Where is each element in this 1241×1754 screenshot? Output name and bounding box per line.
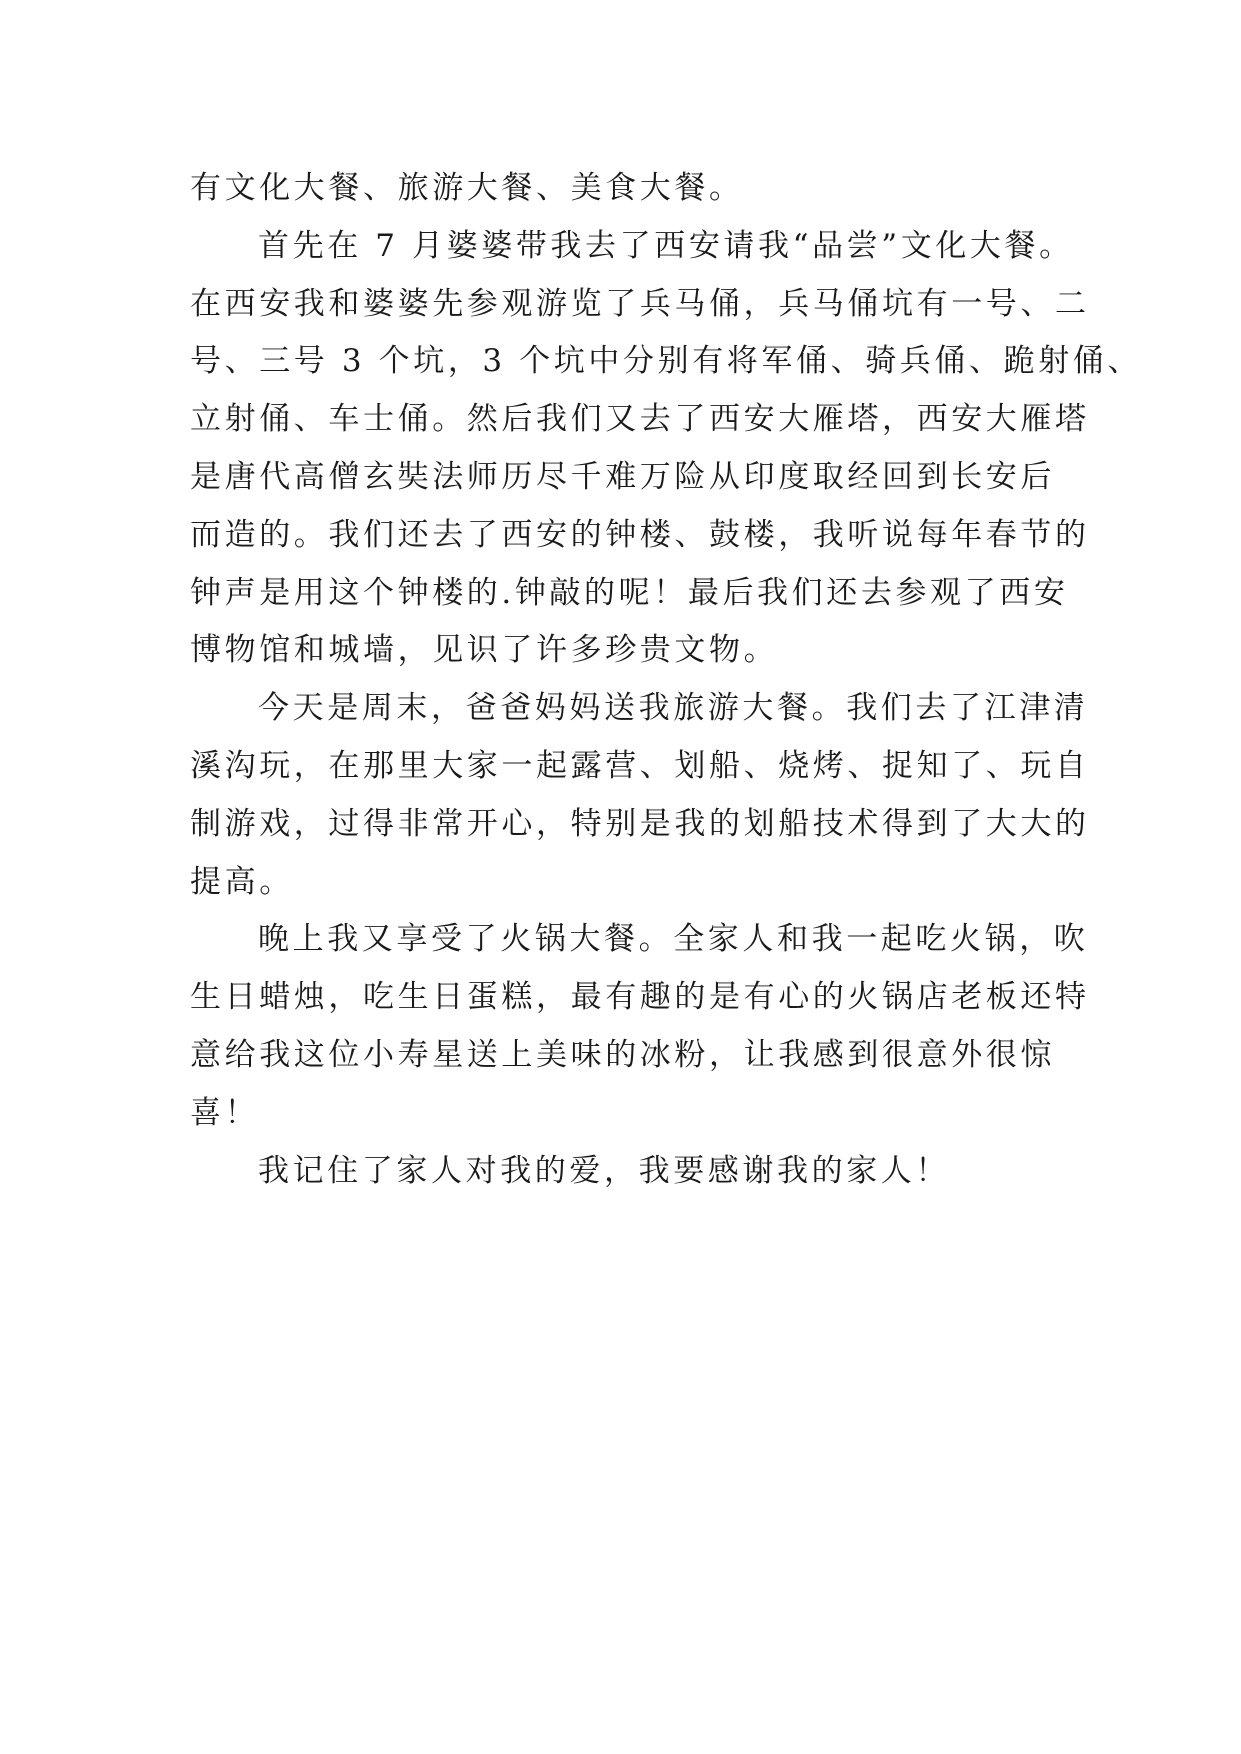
paragraph-start-line: 晚上我又享受了火锅大餐。全家人和我一起吃火锅，吹 (258, 921, 1089, 958)
paragraph-start-line: 我记住了家人对我的爱，我要感谢我的家人！ (258, 1152, 950, 1189)
text-line: 是唐代高僧玄奘法师历尽千难万险从印度取经回到长安后 (190, 458, 1055, 495)
text-line: 立射俑、车士俑。然后我们又去了西安大雁塔，西安大雁塔 (190, 401, 1090, 438)
paragraph-start-line: 首先在 7 月婆婆带我去了西安请我“品尝”文化大餐。 (258, 227, 1074, 264)
text-line: 博物馆和城墙，见识了许多珍贵文物。 (190, 632, 779, 669)
text-line: 钟声是用这个钟楼的.钟敲的呢！最后我们还去参观了西安 (190, 574, 1069, 611)
text-line: 生日蜡烛，吃生日蛋糕，最有趣的是有心的火锅店老板还特 (190, 979, 1090, 1016)
text-line: 制游戏，过得非常开心，特别是我的划船技术得到了大大的 (190, 805, 1090, 842)
text-line: 提高。 (190, 863, 294, 900)
text-line: 喜！ (190, 1094, 260, 1131)
essay-body (190, 160, 1143, 1200)
text-line: 意给我这位小寿星送上美味的冰粉，让我感到很意外很惊 (190, 1036, 1055, 1073)
text-line: 溪沟玩，在那里大家一起露营、划船、烧烤、捉知了、玩自 (190, 747, 1090, 784)
text-line: 有文化大餐、旅游大餐、美食大餐。 (190, 170, 744, 206)
text-line: 号、三号 3 个坑，3 个坑中分别有将军俑、骑兵俑、跪射俑、 (190, 343, 1143, 380)
text-line: 而造的。我们还去了西安的钟楼、鼓楼，我听说每年春节的 (190, 516, 1090, 553)
text-line: 在西安我和婆婆先参观游览了兵马俑，兵马俑坑有一号、二 (190, 285, 1090, 322)
paragraph-start-line: 今天是周末，爸爸妈妈送我旅游大餐。我们去了江津清 (258, 690, 1089, 727)
